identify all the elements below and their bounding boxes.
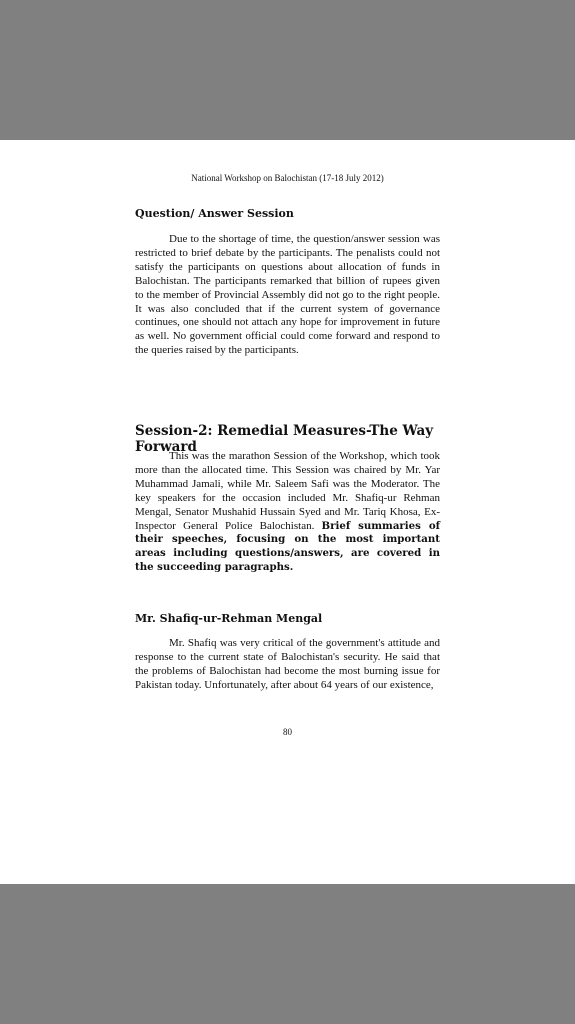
qa-section [135, 207, 440, 220]
document-page [0, 140, 575, 884]
session2-heading: Session-2: Remedial Measures-The Way Forward [135, 423, 434, 455]
session2-paragraph-bold-text: Brief summaries of their speeches, focusing on the most important areas including questions/answers, are covered in the succeeding paragraphs. [135, 519, 440, 574]
session2-paragraph-text: This was the marathon Session of the Workshop, which took more than the allocated time. This Session was chaired by Mr. Yar Muhammad Jamali, while Mr. Saleem Safi was the Moderator. The key speakers for the occasion included Mr. Shafiq-ur Rehman Mengal, Senator Mushahid Hussain Syed and Mr. Tariq Khosa, Ex-Inspector General Police Balochistan. [135, 450, 440, 532]
mengal-paragraph: Mr. Shafiq was very critical of the government's attitude and response to the current state of Balochistan's security. He said that the problems of Balochistan had become the most burning issue for Pakistan today. Unfortunately, after about 64 years of our existence, [135, 637, 440, 691]
viewer-background-top [0, 0, 575, 140]
mengal-paragraph-block [135, 637, 440, 693]
qa-paragraph: Due to the shortage of time, the question/answer session was restricted to brief debate by the participants. The penalists could not satisfy the participants on questions about allocation of funds in Balochistan. The participants remarked that billion of rupees given to the member of Provincial Assembly did not go to the right people. It was also concluded that if the current system of governance continues, one should not attach any hope for improvement in future as well. No government official could come forward and respond to the queries raised by the participants. [135, 233, 440, 357]
running-header: National Workshop on Balochistan (17-18 July 2012) [191, 173, 384, 183]
viewer-background-bottom [0, 884, 575, 1024]
session2-paragraph [135, 450, 440, 575]
qa-paragraph-block [135, 233, 440, 358]
mengal-section-heading: Mr. Shafiq-ur-Rehman Mengal [135, 612, 323, 625]
mengal-section [135, 612, 440, 625]
qa-section-heading: Question/ Answer Session [135, 207, 294, 220]
page-number: 80 [283, 727, 292, 737]
session2-paragraph-block [135, 450, 440, 575]
